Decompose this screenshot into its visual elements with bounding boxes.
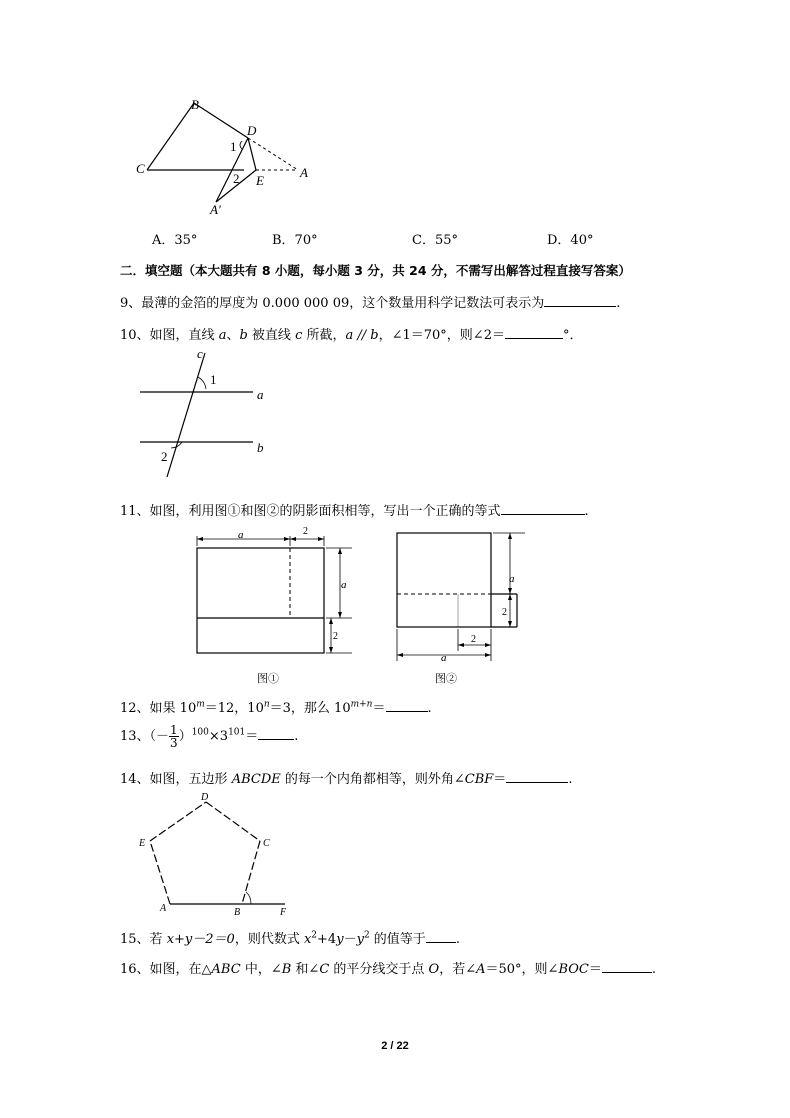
q10-parallel: a // b [345, 328, 379, 343]
q16-t4: 的平分线交于点 [329, 962, 429, 977]
q8-label-1: 1 [230, 139, 237, 154]
page-number: 2 / 22 [381, 1040, 409, 1052]
q10-label-b: b [257, 440, 264, 455]
q9-end: . [616, 296, 621, 311]
q14-answer-blank[interactable] [506, 768, 568, 783]
q16-t7: ＝ [588, 962, 602, 977]
q16-t1: 16、如图，在△ [120, 962, 212, 977]
q16-t2: 中，∠ [240, 962, 282, 977]
q12-exp-n: n [263, 699, 270, 710]
question-14 [120, 768, 572, 787]
q10-var-b: b [239, 328, 248, 343]
q15-x: x [303, 932, 312, 947]
q8-option-a: A．35° [152, 233, 198, 248]
q16-a: A [476, 962, 486, 977]
q14-pentagon-name: ABCDE [231, 772, 281, 787]
q10-var-c: c [295, 328, 303, 343]
q13-fraction [169, 724, 179, 749]
q10-sep: 、 [226, 328, 240, 343]
q15-end: . [455, 932, 460, 947]
q10-label-1: 1 [210, 372, 217, 387]
q13-times: ×3 [208, 729, 229, 744]
q11-fig1-caption: 图① [257, 673, 279, 685]
q15-mid: ，则代数式 [234, 932, 304, 947]
q11-fig2-label-2-right: 2 [502, 607, 507, 618]
q10-label-2: 2 [161, 449, 168, 464]
q8-label-B: B [191, 97, 199, 112]
q11-answer-blank[interactable] [501, 500, 585, 515]
q15-tail: 的值等于 [369, 932, 426, 947]
q8-option-b: B．70° [272, 233, 318, 248]
q13-end: . [294, 729, 299, 744]
q11-fig2-label-2-bottom: 2 [471, 634, 476, 645]
q8-label-E: E [256, 173, 264, 188]
q15-y: y [336, 932, 344, 947]
q10-mid2: 所截， [302, 328, 346, 343]
q16-c: C [319, 962, 330, 977]
q10-var-a: a [218, 328, 227, 343]
q10-angle: ，∠1＝70°，则∠2＝ [378, 328, 505, 343]
q8-label-2: 2 [233, 171, 240, 186]
q13-numerator: 1 [170, 723, 178, 737]
q14-label-D: D [201, 792, 209, 803]
q10-mid: 被直线 [247, 328, 296, 343]
q16-end: . [651, 962, 656, 977]
question-15 [120, 928, 460, 947]
question-10 [120, 324, 582, 343]
q11-figure-1 [190, 526, 360, 686]
q8-label-D: D [247, 123, 257, 138]
q11-fig2-label-a-bottom: a [441, 652, 447, 664]
q16-triangle: ABC [211, 962, 241, 977]
q12-exp-m: m [196, 699, 205, 710]
q9-text: 9、最薄的金箔的厚度为 0.000 000 09，这个数量用科学记数法可表示为 [120, 296, 545, 311]
q10-answer-blank[interactable] [505, 324, 563, 339]
q16-o: O [428, 962, 440, 977]
q9-answer-blank[interactable] [544, 292, 616, 307]
q11-figure-2 [390, 526, 540, 686]
q12-eq1: ＝12，10 [204, 701, 264, 716]
q16-t5: ，若∠ [439, 962, 477, 977]
q13-prefix: 13、（－ [120, 729, 170, 744]
q10-end: °． [562, 328, 583, 343]
q12-eq2: ＝3，那么 10 [269, 701, 351, 716]
question-13 [120, 724, 298, 749]
q8-label-A: A [300, 165, 308, 180]
q8-label-C: C [136, 161, 145, 176]
q11-end: . [584, 504, 589, 519]
section-2-heading: 二．填空题（本大题共有 8 小题，每小题 3 分，共 24 分，不需写出解答过程直接写答案） [120, 263, 631, 278]
q14-label-F: F [280, 907, 287, 918]
q13-denominator: 3 [170, 736, 178, 750]
q14-end: . [568, 772, 573, 787]
question-11 [120, 500, 589, 519]
q14-label-B: B [234, 907, 241, 918]
q10-prefix: 10、如图，直线 [120, 328, 219, 343]
q13-exp1: 100 [191, 727, 209, 738]
q12-end: . [427, 701, 432, 716]
q12-eq3: ＝ [372, 701, 386, 716]
q16-t6: ＝50°，则∠ [485, 962, 559, 977]
q15-prefix: 15、若 [120, 932, 167, 947]
q15-answer-blank[interactable] [426, 928, 456, 943]
q8-label-Aprime: A′ [210, 202, 221, 217]
q15-minus: － [343, 932, 357, 947]
q15-plus: +4 [317, 932, 337, 947]
q13-mid: ） [178, 729, 192, 744]
q11-fig1-label-a-top: a [238, 529, 244, 541]
q14-pentagon-figure [130, 790, 300, 920]
q11-fig1-label-a-right: a [341, 579, 347, 591]
q14-label-A: A [160, 903, 167, 914]
q16-b: B [281, 962, 292, 977]
q13-exp2: 101 [228, 727, 246, 738]
q8-option-c: C．55° [412, 233, 458, 248]
q10-label-a: a [257, 387, 264, 402]
q11-fig1-label-2-top: 2 [303, 526, 308, 537]
q14-angle-name: CBF [464, 772, 494, 787]
q10-label-c: c [197, 346, 203, 361]
question-16 [120, 958, 656, 977]
q11-fig1-label-2-right: 2 [333, 631, 338, 642]
q13-answer-blank[interactable] [258, 725, 294, 740]
q12-exp-mn: m+n [350, 699, 373, 710]
q16-answer-blank[interactable] [602, 958, 652, 973]
q14-mid: 的每一个内角都相等，则外角∠ [280, 772, 465, 787]
q12-prefix: 12、如果 10 [120, 701, 197, 716]
q12-answer-blank[interactable] [386, 697, 428, 712]
q14-label-E: E [139, 838, 146, 849]
q14-prefix: 14、如图，五边形 [120, 772, 232, 787]
question-9 [120, 292, 620, 311]
q11-text: 11、如图，利用图①和图②的阴影面积相等，写出一个正确的等式 [120, 504, 501, 519]
q15-y2: y [356, 932, 364, 947]
q16-t3: 和∠ [291, 962, 320, 977]
q15-equation: x+y－2＝0 [166, 932, 235, 947]
question-12 [120, 697, 432, 716]
q11-fig2-caption: 图② [435, 673, 457, 685]
q14-eq: ＝ [493, 772, 507, 787]
q10-figure [130, 345, 280, 485]
q11-fig2-label-a-right: a [509, 573, 515, 585]
q15-exp-a: 2 [311, 930, 318, 941]
q15-exp-b: 2 [363, 930, 370, 941]
q13-eq: ＝ [245, 729, 259, 744]
q16-boc: BOC [558, 962, 589, 977]
q8-option-d: D．40° [547, 233, 594, 248]
q14-label-C: C [263, 838, 270, 849]
q8-figure [130, 95, 320, 220]
